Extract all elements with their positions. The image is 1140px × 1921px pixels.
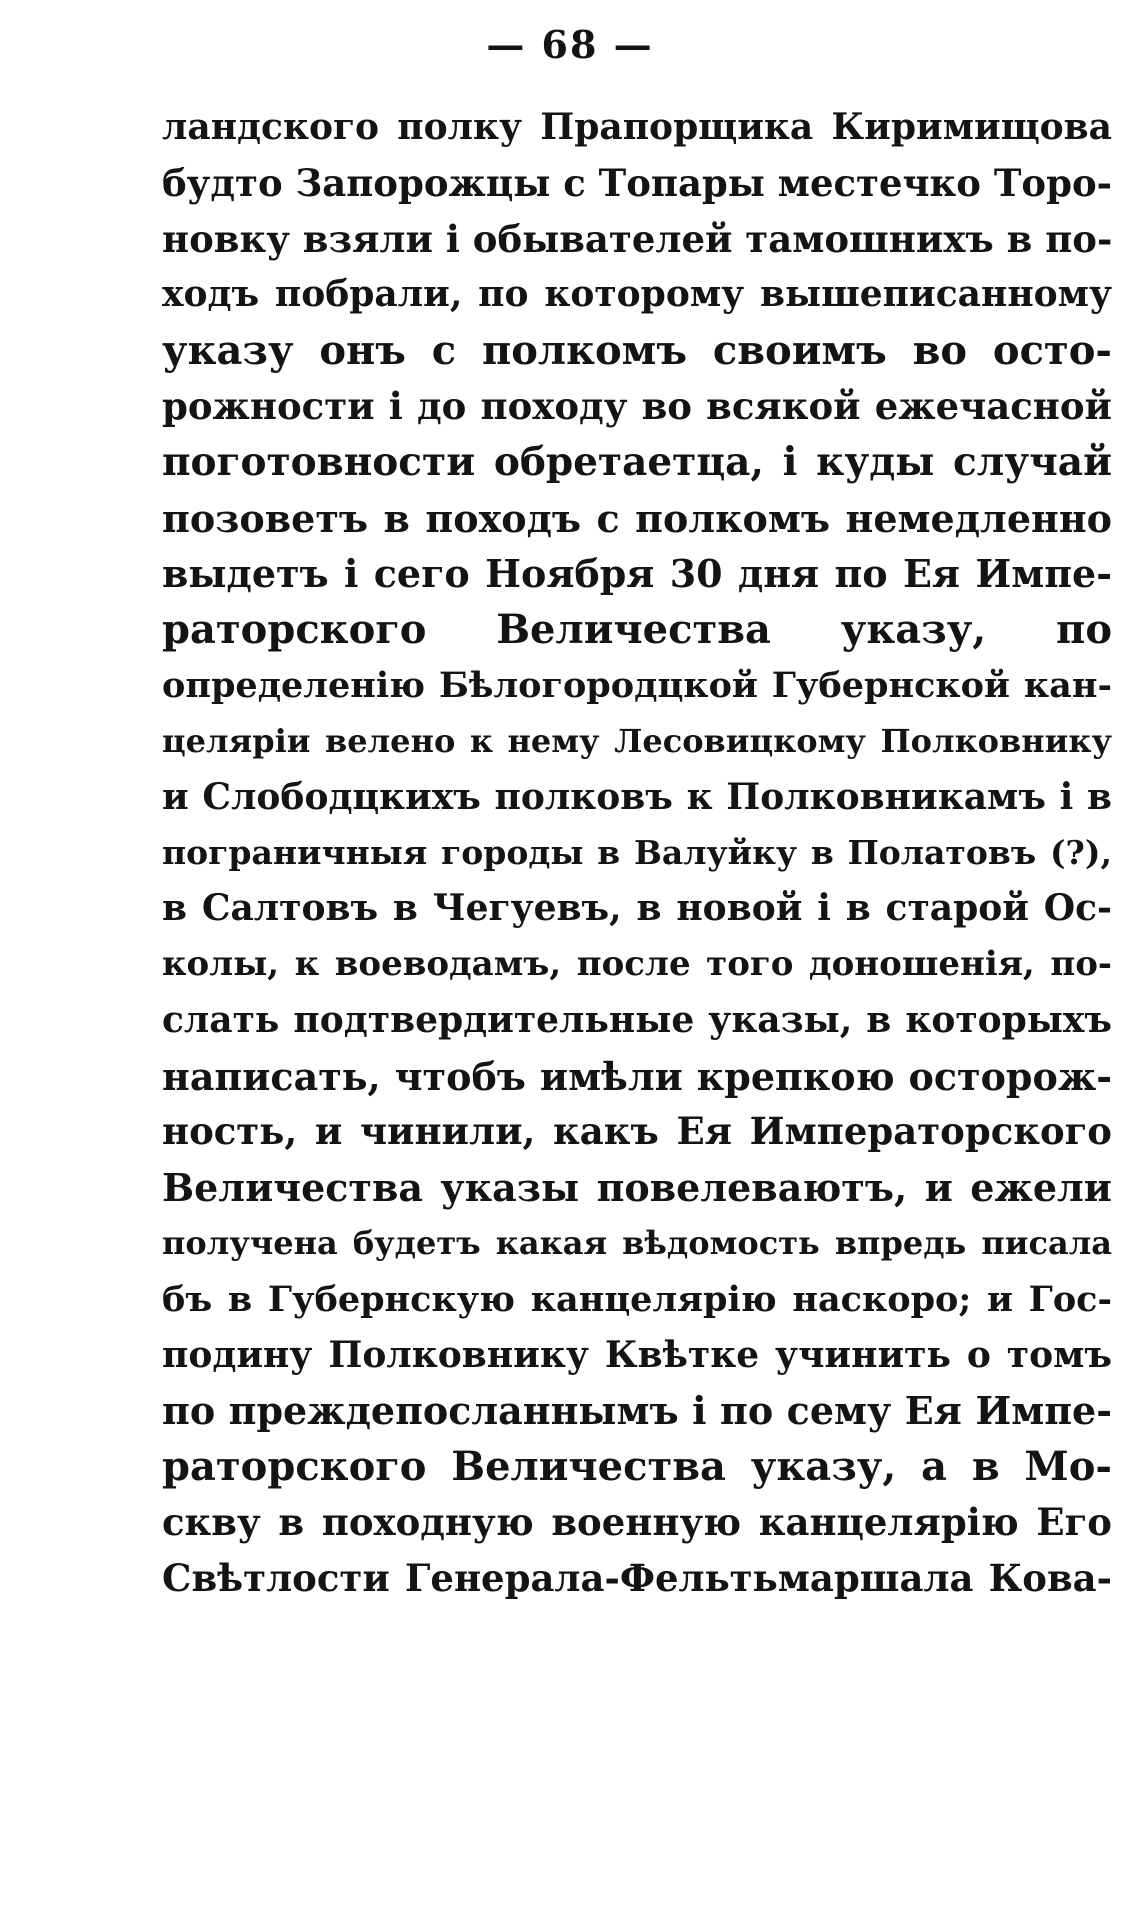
text-line: поготовности обретаетца, і куды случай xyxy=(162,438,1112,485)
text-line: написать, чтобъ имѣли крепкою осторож- xyxy=(162,1053,1112,1099)
text-line: позоветъ в походъ с полкомъ немедленно xyxy=(162,495,1112,541)
text-line: раторского Величества указу, по xyxy=(162,606,1112,654)
text-line: колы, к воеводамъ, после того доношенія, по- xyxy=(162,943,1112,984)
text-line: выдетъ і сего Ноября 30 дня по Ея Импе- xyxy=(162,551,1112,597)
text-line: в Салтовъ в Чегуевъ, в новой і в старой Ос- xyxy=(162,887,1112,930)
text-line: ходъ побрали, по которому вышеписанному xyxy=(162,273,1112,316)
body-text xyxy=(162,100,1112,1607)
text-line: пограничныя городы в Валуйку в Полатовъ (?), xyxy=(162,833,1112,873)
text-line: раторского Величества указу, а в Мо- xyxy=(162,1443,1112,1491)
text-line: определенію Бѣлогородцкой Губернской кан- xyxy=(162,664,1112,706)
text-line: ность, и чинили, какъ Ея Императорского xyxy=(162,1109,1112,1154)
page-number: — 68 — xyxy=(486,22,654,67)
text-line: бъ в Губернскую канцелярію наскоро; и Гос- xyxy=(162,1278,1112,1320)
text-line: будто Запорожцы с Топары местечко Торо- xyxy=(162,160,1112,205)
text-line: целяріи велено к нему Лесовицкому Полковнику xyxy=(162,721,1112,760)
text-line: Свѣтлости Генерала-Фельтьмаршала Кова- xyxy=(162,1555,1112,1600)
text-line: скву в походную военную канцелярію Его xyxy=(162,1499,1112,1544)
text-line: и Слободцкихъ полковъ к Полковникамъ і в xyxy=(162,775,1112,818)
text-line: по преждепосланнымъ і по сему Ея Импе- xyxy=(162,1388,1112,1434)
text-line: ландского полку Прапорщика Киримищова xyxy=(162,106,1112,148)
text-line: новку взяли і обывателей тамошнихъ в по- xyxy=(162,216,1113,261)
text-line: подину Полковнику Квѣтке учинить о томъ xyxy=(162,1333,1112,1376)
text-line: получена будетъ какая вѣдомость впредь писала xyxy=(162,1223,1112,1262)
text-line: Величества указы повелеваютъ, и ежели xyxy=(162,1165,1112,1211)
text-line: указу онъ с полкомъ своимъ во осто- xyxy=(162,327,1112,375)
text-line: слать подтвердительные указы, в которыхъ xyxy=(162,998,1112,1041)
text-line: рожности і до походу во всякой ежечасной xyxy=(162,383,1112,428)
